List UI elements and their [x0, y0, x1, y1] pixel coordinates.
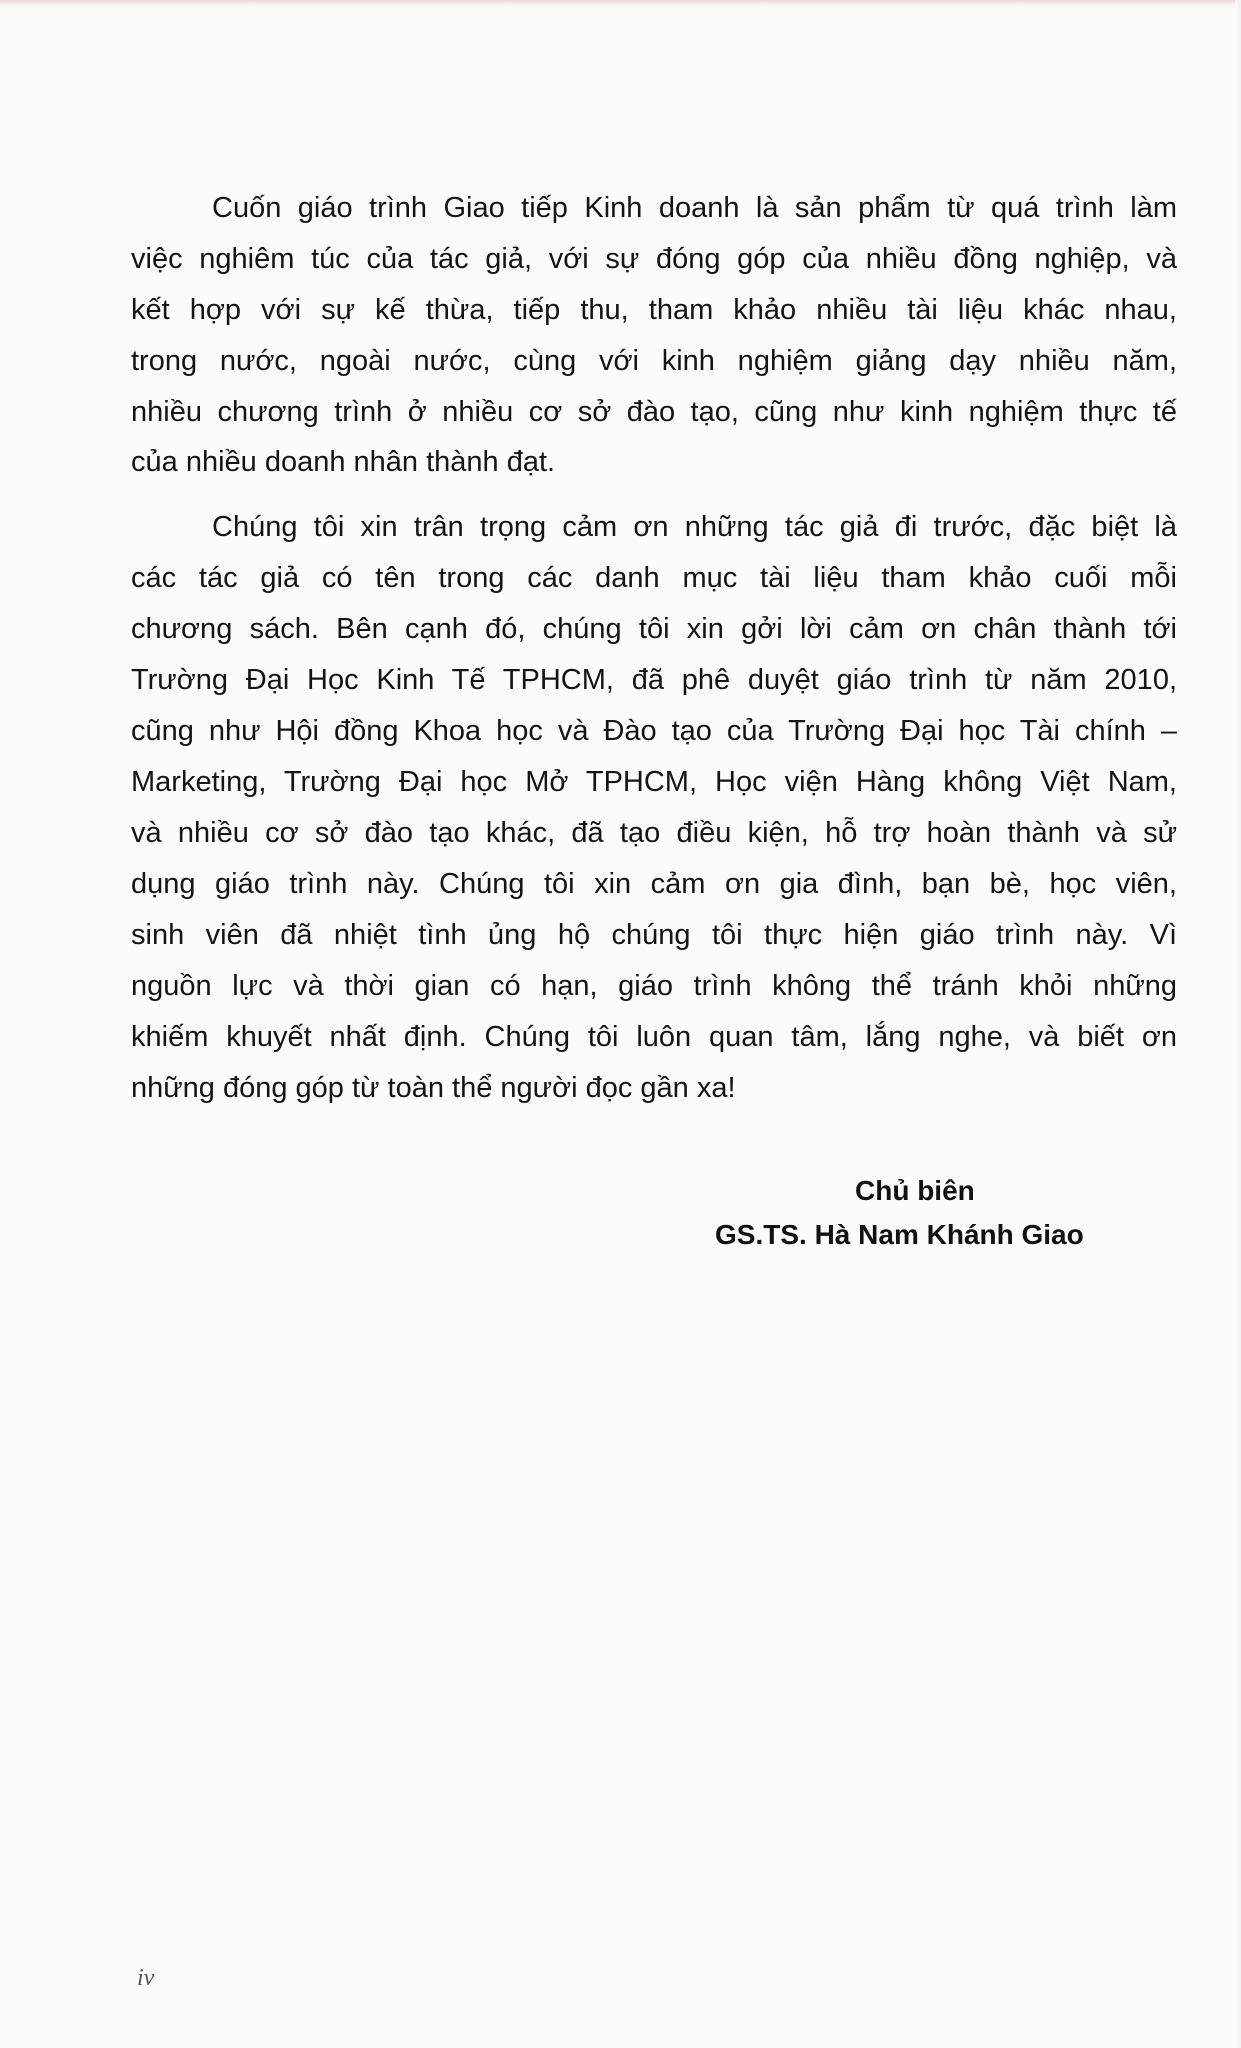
text-line: dụng giáo trình này. Chúng tôi xin cảm ơn gia đình, bạn bè, học viên,	[131, 868, 1177, 900]
scan-right-edge	[1235, 0, 1241, 2048]
text-line: các tác giả có tên trong các danh mục tài liệu tham khảo cuối mỗi	[131, 562, 1177, 594]
text-line: cũng như Hội đồng Khoa học và Đào tạo của Trường Đại học Tài chính –	[131, 715, 1177, 747]
text-line: kết hợp với sự kế thừa, tiếp thu, tham khảo nhiều tài liệu khác nhau,	[131, 294, 1177, 326]
text-line: Marketing, Trường Đại học Mở TPHCM, Học viện Hàng không Việt Nam,	[131, 766, 1177, 798]
text-line: Cuốn giáo trình Giao tiếp Kinh doanh là sản phẩm từ quá trình làm	[212, 192, 1177, 224]
text-line: những đóng góp từ toàn thể người đọc gần xa!	[131, 1072, 736, 1104]
text-line: khiếm khuyết nhất định. Chúng tôi luôn quan tâm, lắng nghe, và biết ơn	[131, 1021, 1177, 1053]
text-line: và nhiều cơ sở đào tạo khác, đã tạo điều kiện, hỗ trợ hoàn thành và sử	[131, 817, 1177, 849]
text-line: nhiều chương trình ở nhiều cơ sở đào tạo, cũng như kinh nghiệm thực tế	[131, 396, 1177, 428]
text-line: của nhiều doanh nhân thành đạt.	[131, 446, 556, 478]
text-line: chương sách. Bên cạnh đó, chúng tôi xin gởi lời cảm ơn chân thành tới	[131, 613, 1177, 645]
text-line: việc nghiêm túc của tác giả, với sự đóng góp của nhiều đồng nghiệp, và	[131, 243, 1177, 275]
signature-title: Chủ biên	[855, 1175, 975, 1206]
scan-top-edge	[0, 0, 1241, 6]
text-line: sinh viên đã nhiệt tình ủng hộ chúng tôi thực hiện giáo trình này. Vì	[131, 919, 1177, 951]
text-line: Chúng tôi xin trân trọng cảm ơn những tác giả đi trước, đặc biệt là	[212, 511, 1177, 543]
signature-name: GS.TS. Hà Nam Khánh Giao	[715, 1219, 1084, 1250]
text-line: Trường Đại Học Kinh Tế TPHCM, đã phê duyệt giáo trình từ năm 2010,	[131, 664, 1177, 696]
page-number: iv	[137, 1965, 155, 1991]
text-line: trong nước, ngoài nước, cùng với kinh nghiệm giảng dạy nhiều năm,	[131, 345, 1177, 377]
text-line: nguồn lực và thời gian có hạn, giáo trình không thể tránh khỏi những	[131, 970, 1177, 1002]
